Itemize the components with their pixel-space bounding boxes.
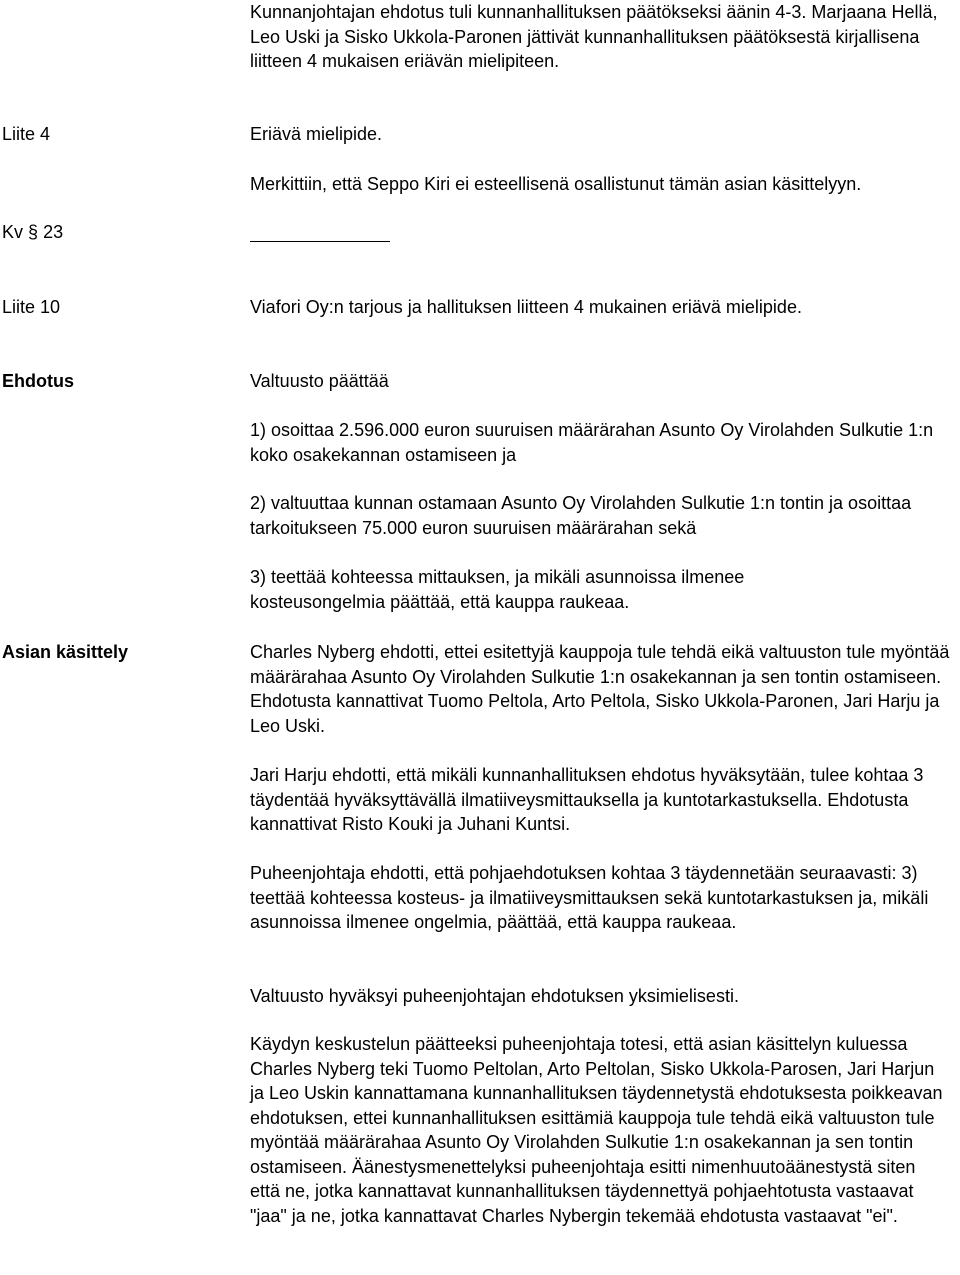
attachment-10-label: Liite 10: [2, 297, 61, 317]
proposal-label: Ehdotus: [2, 371, 74, 391]
proposal-heading: Valtuusto päättää: [250, 371, 389, 391]
proceedings-p3-text: Puheenjohtaja ehdotti, että pohjaehdotuksen kohtaa 3 täydennetään seuraavasti: 3) teettää kohteessa kosteus- ja ilmatiiveysmittauksen sekä kuntotarkastuksen ja, mikäli asunnoissa ilmenee ongelmia, päättää, että kauppa raukeaa.: [250, 863, 929, 932]
proceedings-paragraph-1: [250, 640, 960, 738]
section-23-label: [2, 220, 63, 245]
proceedings-paragraph-5: [250, 1032, 950, 1228]
proposal-item-3: [250, 565, 850, 614]
section-number: 23: [43, 222, 64, 242]
proceedings-paragraph-4: [250, 984, 960, 1009]
proceedings-paragraph-2: [250, 763, 960, 837]
intro-text: Kunnanjohtajan ehdotus tuli kunnanhallituksen päätökseksi äänin 4-3. Marjaana Hellä, Leo Uski ja Sisko Ukkola-Paronen jättivät kunnanhallituksen päätöksestä kirjallisena liitteen 4 mukaisen eriävän mielipiteen.: [250, 2, 938, 71]
proceedings-p2-text: Jari Harju ehdotti, että mikäli kunnanhallituksen ehdotus hyväksytään, tulee kohtaa 3 täydentää hyväksyttävällä ilmatiiveysmittauksella ja kuntotarkastuksella. Ehdotusta kannattivat Risto Kouki ja Juhani Kuntsi.: [250, 765, 924, 834]
proposal-item-1-text: 1) osoittaa 2.596.000 euron suuruisen määrärahan Asunto Oy Virolahden Sulkutie 1:n koko osakekannan ostamiseen ja: [250, 420, 934, 465]
proposal-item-3-text: 3) teettää kohteessa mittauksen, ja mikäli asunnoissa ilmenee kosteusongelmia päättää, että kauppa raukeaa.: [250, 567, 745, 612]
intro-paragraph: [250, 0, 950, 74]
proceedings-p1-text: Charles Nyberg ehdotti, ettei esitettyjä kauppoja tule tehdä eikä valtuuston tule myöntää määrärahaa Asunto Oy Virolahden Sulkutie 1:n osakekannan ja sen tontin ostamiseen. Ehdotusta kannattivat Tuomo Peltola, Arto Peltola, Sisko Ukkola-Paronen, Jari Harju ja Leo Uski.: [250, 642, 950, 736]
proposal-item-1: [250, 418, 960, 467]
proposal-item-2-text: 2) valtuuttaa kunnan ostamaan Asunto Oy Virolahden Sulkutie 1:n tontin ja osoittaa tarkoitukseen 75.000 euron suuruisen määrärahan sekä: [250, 493, 912, 538]
attachment-10-body: [250, 295, 960, 320]
attachment-4-label: Liite 4: [2, 124, 51, 144]
proceedings-p5-text: Käydyn keskustelun päätteeksi puheenjohtaja totesi, että asian käsittelyn kuluessa Charles Nyberg teki Tuomo Peltolan, Arto Peltolan, Sisko Ukkola-Parosen, Jari Harjun ja Leo Uskin kannattamana kunnanhallituksen täydennetystä ehdotuksesta poikkeavan ehdotuksen, ettei kunnanhallituksen esittämiä kauppoja tule tehdä eikä valtuuston tule myöntää määrärahaa Asunto Oy Virolahden Sulkutie 1:n osakekannan ja sen tontin ostamiseen. Äänestysmenettelyksi puheenjohtaja esitti nimenhuutoäänestystä siten että ne, jotka kannattavat kunnanhallituksen täydennettyä pohjaehtotusta vastaavat "jaa" ja ne, jotka kannattavat Charles Nybergin tekemää ehdotusta vastaavat "ei".: [250, 1034, 943, 1226]
proceedings-p4-text: Valtuusto hyväksyi puheenjohtajan ehdotuksen yksimielisesti.: [250, 986, 739, 1006]
section-sign: §: [28, 222, 39, 242]
attachment-4-body: [250, 122, 960, 147]
proceedings-label: Asian käsittely: [2, 642, 129, 662]
attachment-10-text: Viafori Oy:n tarjous ja hallituksen liitteen 4 mukainen eriävä mielipide.: [250, 297, 802, 317]
proposal-item-2: [250, 491, 960, 540]
attachment-4-text: Eriävä mielipide.: [250, 124, 383, 144]
proceedings-paragraph-3: [250, 861, 950, 935]
section-23-body: [250, 172, 890, 197]
separator-line: [250, 241, 390, 242]
section-23-text: Merkittiin, että Seppo Kiri ei esteellisenä osallistunut tämän asian käsittelyyn.: [250, 174, 862, 194]
section-prefix: Kv: [2, 222, 24, 242]
proposal-body: [250, 369, 960, 394]
